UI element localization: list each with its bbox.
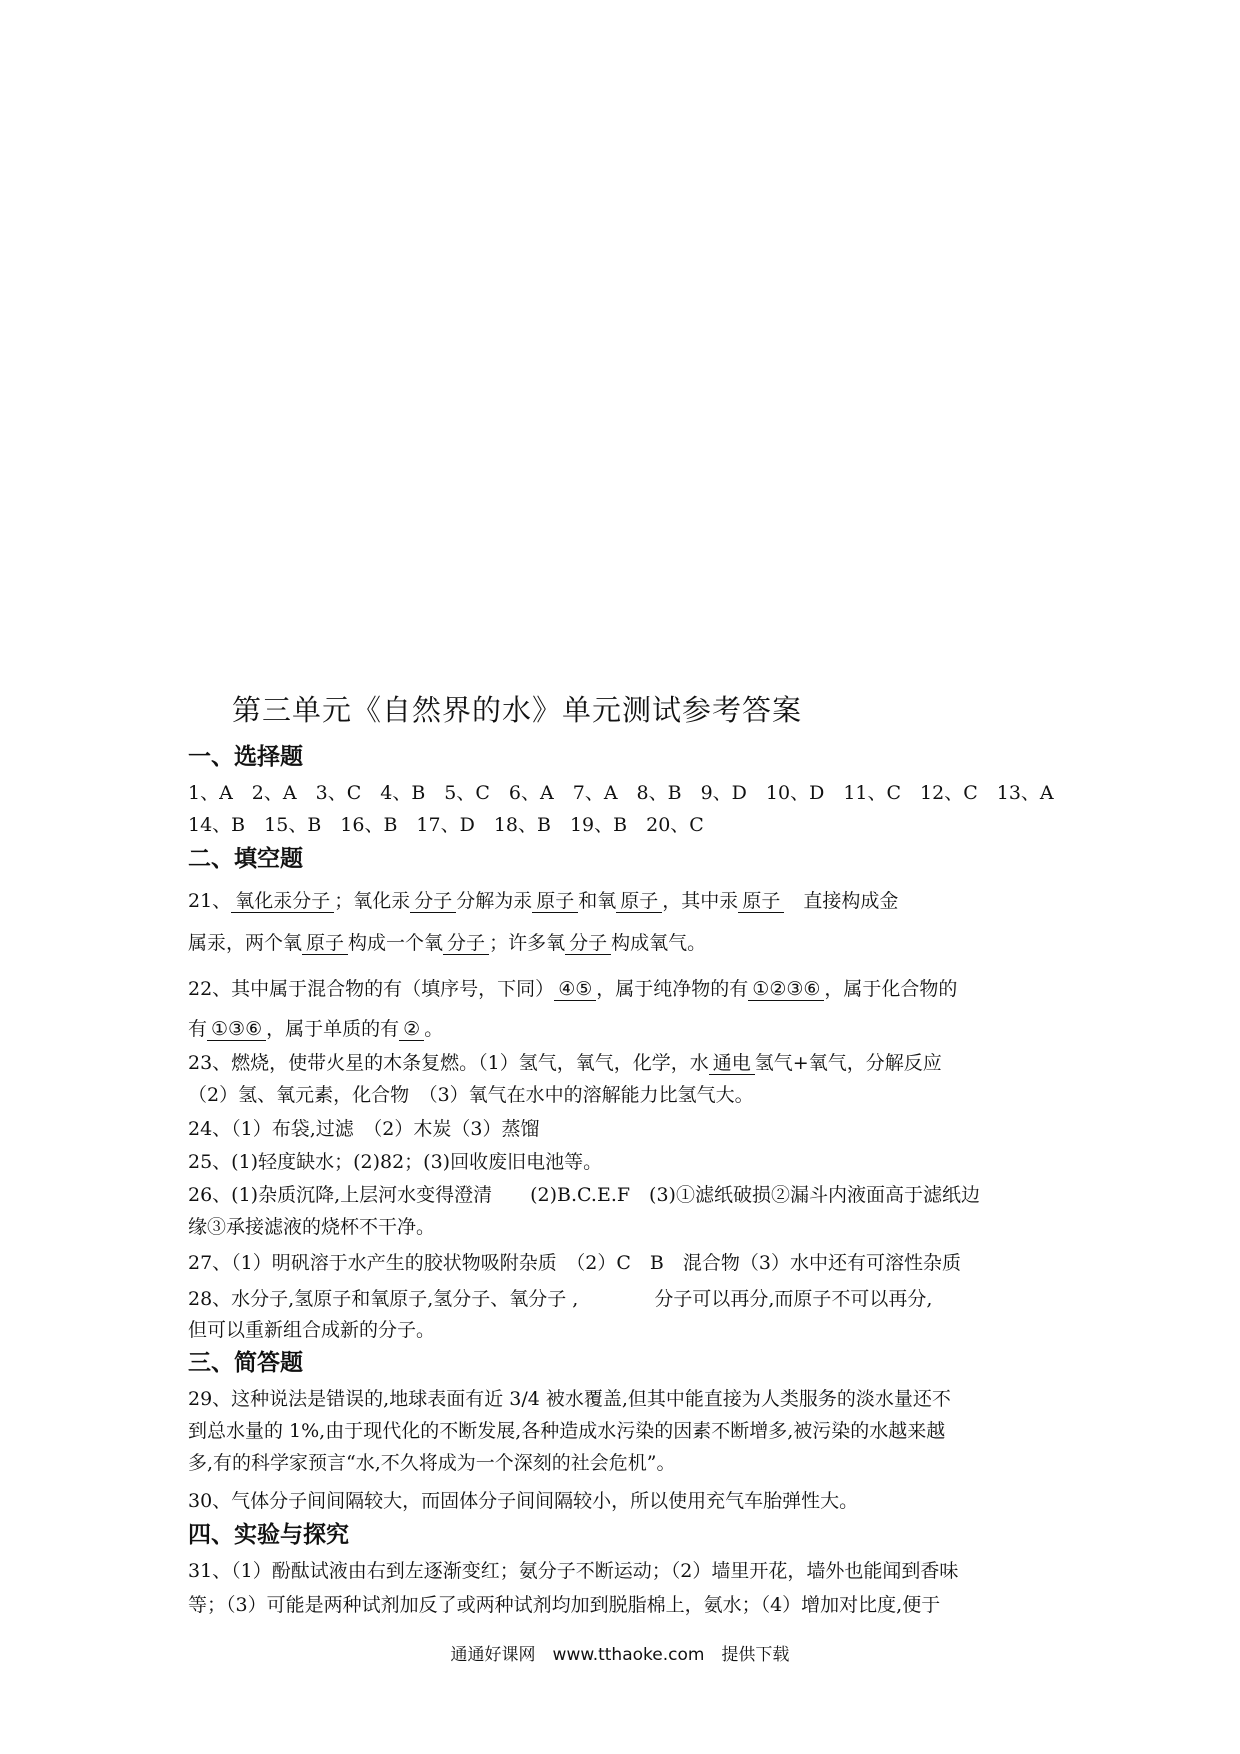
q28-line-1: 28、水分子,氢原子和氧原子,氢分子、氧分子 , 分子可以再分,而原子不可以再分,	[188, 1288, 933, 1310]
text: ，属于化合物的	[824, 978, 958, 1000]
q26-line-1: 26、(1)杂质沉降,上层河水变得澄清 (2)B.C.E.F (3)①滤纸破损②漏斗内液面高于滤纸边	[188, 1184, 980, 1206]
answer-blank: 分子	[443, 932, 489, 955]
q26-line-2: 缘③承接滤液的烧杯不干净。	[188, 1216, 436, 1238]
text: 构成氧气。	[611, 932, 707, 954]
text: ，属于单质的有	[266, 1018, 400, 1040]
q28-line-2: 但可以重新组合成新的分子。	[188, 1319, 436, 1341]
answer-blank: 分子	[565, 932, 611, 955]
answer-blank: ①③⑥	[207, 1018, 266, 1041]
page-footer: 通通好课网 www.tthaoke.com 提供下载	[450, 1645, 790, 1665]
reaction-condition: 通电	[709, 1052, 755, 1075]
text: 23、燃烧，使带火星的木条复燃。（1）氢气，氧气，化学，水	[188, 1052, 709, 1074]
answer-blank: 原子	[302, 932, 348, 955]
q29-line-1: 29、这种说法是错误的,地球表面有近 3/4 被水覆盖,但其中能直接为人类服务的淡水量还不	[188, 1388, 951, 1410]
answer-blank: 原子	[738, 890, 784, 913]
answer-blank: ②	[399, 1018, 424, 1041]
section-heading-short-answer: 三、简答题	[188, 1350, 303, 1376]
text: 分解为汞	[456, 890, 533, 912]
answer-blank: 氧化汞分子	[231, 890, 334, 913]
text: ，其中汞	[662, 890, 739, 912]
answer-blank: 原子	[616, 890, 662, 913]
q24-answer: 24、（1）布袋,过滤 （2）木炭（3）蒸馏	[188, 1118, 540, 1140]
q29-line-2: 到总水量的 1%,由于现代化的不断发展,各种造成水污染的因素不断增多,被污染的水越来越	[188, 1420, 946, 1442]
q23-line-2: （2）氢、氧元素，化合物 （3）氧气在水中的溶解能力比氢气大。	[188, 1084, 754, 1106]
q29-line-3: 多,有的科学家预言“水,不久将成为一个深刻的社会危机”。	[188, 1452, 676, 1474]
text: ；氧化汞	[334, 890, 411, 912]
answer-blank: ①②③⑥	[748, 978, 824, 1001]
text: 有	[188, 1018, 208, 1040]
text: 21、	[188, 890, 232, 912]
q23-line-1	[188, 1048, 1058, 1075]
choice-answers-row-1: 1、A 2、A 3、C 4、B 5、C 6、A 7、A 8、B 9、D 10、D 11、C 12、C 13、A	[188, 782, 1054, 804]
q30-answer: 30、气体分子间间隔较大，而固体分子间间隔较小，所以使用充气车胎弹性大。	[188, 1490, 859, 1512]
answer-blank: ④⑤	[554, 978, 596, 1001]
text: 。	[424, 1018, 444, 1040]
q22-line-1	[188, 974, 1058, 1001]
text: 构成一个氧	[348, 932, 444, 954]
q31-line-1: 31、（1）酚酞试液由右到左逐渐变红；氨分子不断运动；（2）墙里开花，墙外也能闻到香味	[188, 1560, 959, 1582]
answer-blank: 分子	[410, 890, 456, 913]
text: ，属于纯净物的有	[596, 978, 749, 1000]
page-title: 第三单元《自然界的水》单元测试参考答案	[232, 693, 803, 727]
q21-line-1	[188, 886, 1058, 913]
answer-blank: 原子	[532, 890, 578, 913]
text: 和氧	[578, 890, 617, 912]
q25-answer: 25、(1)轻度缺水；(2)82；(3)回收废旧电池等。	[188, 1151, 603, 1173]
section-heading-choice: 一、选择题	[188, 744, 303, 770]
section-heading-fill: 二、填空题	[188, 846, 303, 872]
text: 22、其中属于混合物的有（填序号，下同）	[188, 978, 555, 1000]
text: 属汞，两个氧	[188, 932, 303, 954]
q21-line-2	[188, 928, 1058, 955]
q27-answer: 27、（1）明矾溶于水产生的胶状物吸附杂质 （2）C B 混合物（3）水中还有可溶性杂质	[188, 1252, 961, 1274]
text: ；许多氧	[489, 932, 566, 954]
text: 直接构成金	[784, 890, 899, 912]
section-heading-experiment: 四、实验与探究	[188, 1522, 349, 1548]
choice-answers-row-2: 14、B 15、B 16、B 17、D 18、B 19、B 20、C	[188, 814, 704, 836]
q22-line-2	[188, 1014, 1058, 1041]
q31-line-2: 等；（3）可能是两种试剂加反了或两种试剂均加到脱脂棉上，氨水；（4）增加对比度,便于	[188, 1594, 941, 1616]
text: 氢气+氧气，分解反应	[754, 1052, 942, 1074]
